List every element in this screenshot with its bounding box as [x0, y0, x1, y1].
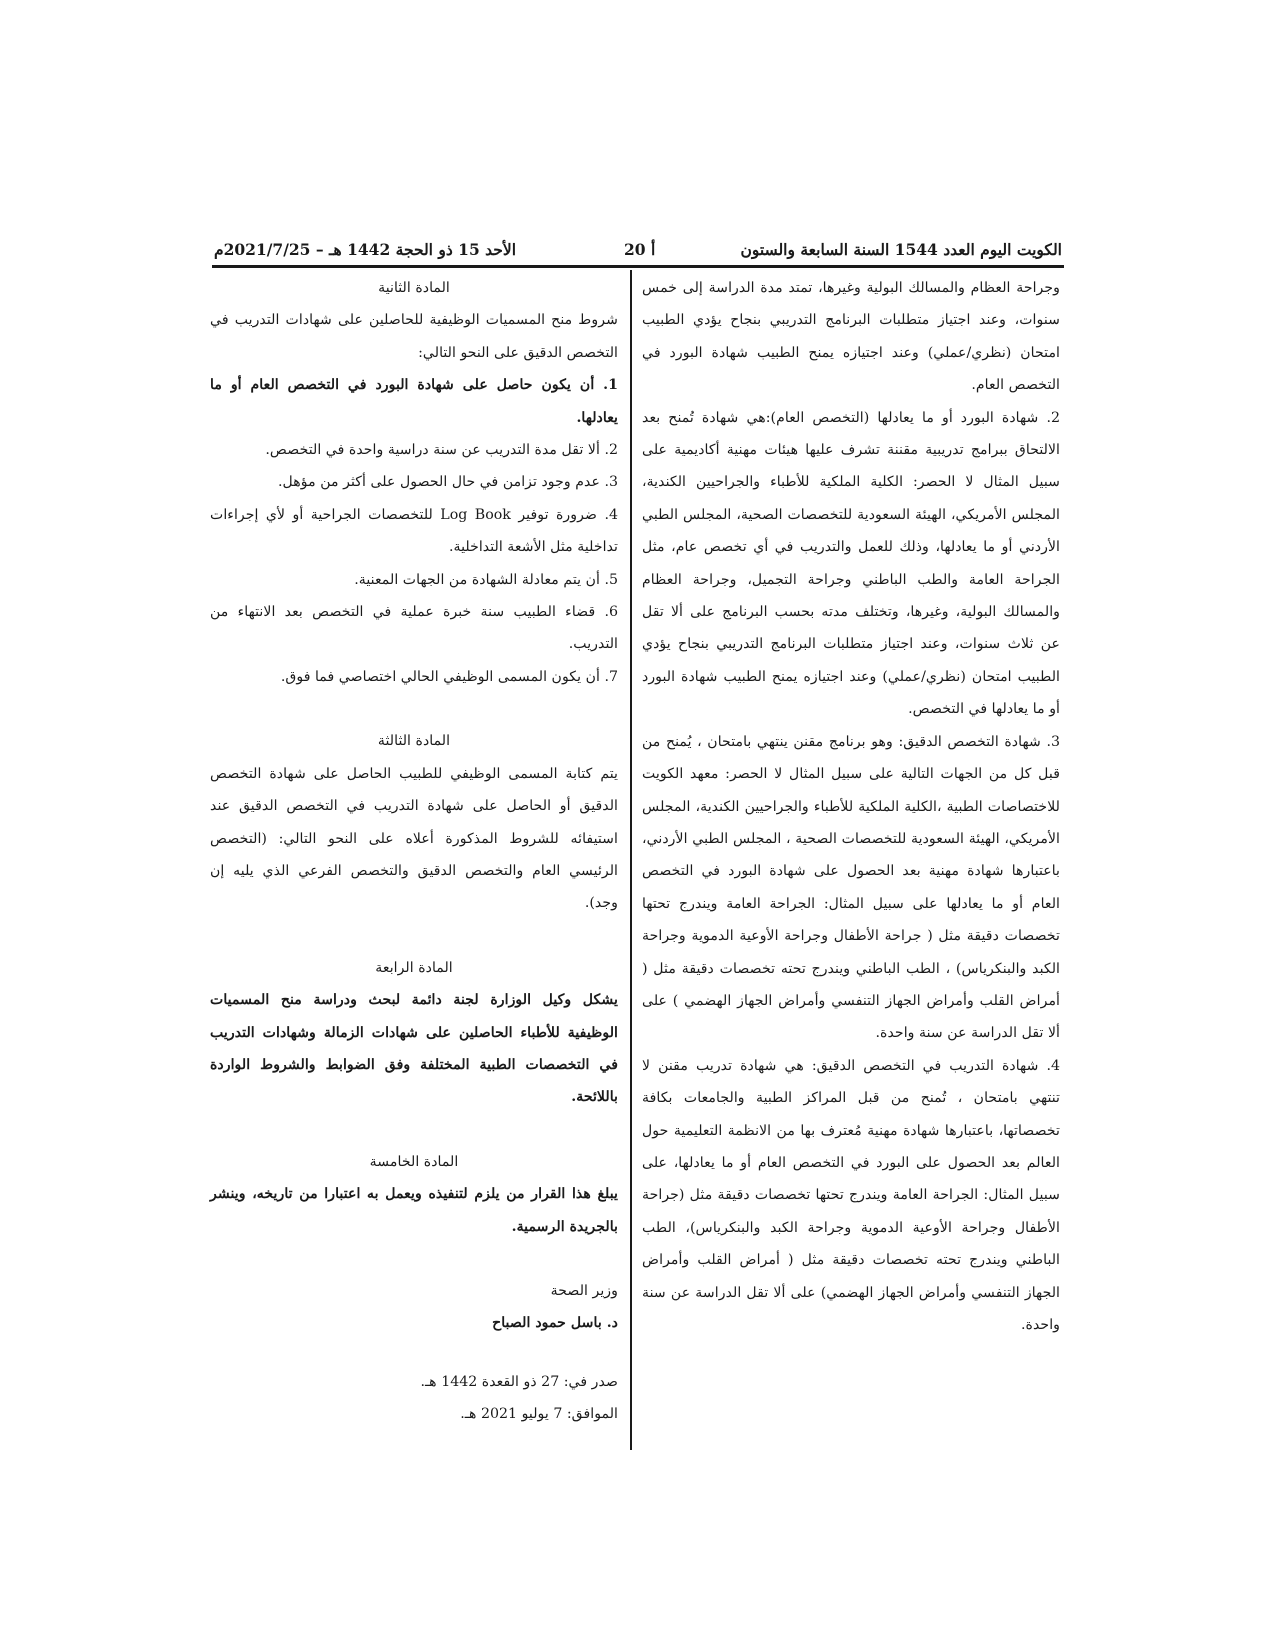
column-divider: [630, 270, 632, 1450]
corresponding-date: الموافق: 7 يوليو 2021 هـ.: [460, 1406, 618, 1423]
article-4-text: يشكل وكيل الوزارة لجنة دائمة لبحث ودراسة منح المسميات الوظيفية للأطباء الحاصلين على شهادات الزمالة وشهادات التدريب في التخصصات الطبية المختلفة وفق الضوابط والشروط الواردة باللائحة.: [210, 992, 618, 1106]
minister-title: وزير الصحة: [550, 1282, 618, 1299]
article-2-intro: شروط منح المسميات الوظيفية للحاصلين على شهادات التدريب في التخصص الدقيق على النحو التالي:: [210, 312, 618, 361]
article-3-title: المادة الثالثة: [377, 733, 451, 750]
paragraph-continuation: وجراحة العظام والمسالك البولية وغيرها، تمتد مدة الدراسة إلى خمس سنوات، وعند اجتياز متطلبات البرنامج التدريبي بنجاح يؤدي الطبيب امتحان (نظري/عملي) وعند اجتيازه يمنح الطبيب شهادة البورد في التخصص العام.: [642, 280, 1060, 394]
spacer: [210, 920, 618, 952]
condition-item-2: 2. ألا تقل مدة التدريب عن سنة دراسية واحدة في التخصص.: [265, 442, 618, 459]
article-5-title: المادة الخامسة: [369, 1153, 459, 1170]
gazette-issue: الكويت اليوم العدد 1544 السنة السابعة والستون: [740, 240, 1062, 259]
issued-date: صدر في: 27 ذو القعدة 1442 هـ.: [420, 1373, 618, 1390]
right-column: [642, 272, 1060, 1341]
left-column: [210, 272, 618, 1431]
spacer: [210, 1243, 618, 1275]
spacer: [210, 1340, 618, 1366]
definition-item-4: 4. شهادة التدريب في التخصص الدقيق: هي شهادة تدريب مقنن لا تنتهي بامتحان ، تُمنح من قبل المراكز الطبية والجامعات بكافة تخصصاتها، باعتبارها شهادة مهنية مُعترف بها من الانظمة التعليمية حول العالم بعد الحصول على البورد في التخصص العام أو ما يعادلها، على سبيل المثال: الجراحة العامة ويندرج تحتها تخصصات دقيقة مثل (جراحة الأطفال وجراحة الأوعية الدموية وجراحة الكبد والبنكرياس)، الطب الباطني ويندرج تحته تخصصات دقيقة مثل ( أمراض القلب وأمراض الجهاز التنفسي وأمراض الجهاز الهضمي) على ألا تقل الدراسة عن سنة واحدة.: [642, 1057, 1060, 1333]
condition-item-5: 5. أن يتم معادلة الشهادة من الجهات المعنية.: [354, 571, 618, 588]
article-5-text: يبلغ هذا القرار من يلزم لتنفيذه ويعمل به اعتبارا من تاريخه، وينشر بالجريدة الرسمية.: [210, 1186, 618, 1235]
page-number: أ 20: [624, 240, 656, 259]
minister-name: د. باسل حمود الصباح: [492, 1315, 618, 1332]
issue-date: الأحد 15 ذو الحجة 1442 هـ – 2021/7/25م: [214, 240, 517, 259]
article-4-title: المادة الرابعة: [375, 959, 453, 976]
article-2-title: المادة الثانية: [378, 280, 450, 296]
spacer: [210, 693, 618, 725]
article-3-text: يتم كتابة المسمى الوظيفي للطبيب الحاصل على شهادة التخصص الدقيق أو الحاصل على شهادة التدريب في التخصص الدقيق عند استيفائه للشروط المذكورة أعلاه على النحو التالي: (التخصص الرئيسي العام والتخصص الدقيق والتخصص الفرعي الذي يليه إن وجد).: [210, 765, 618, 912]
condition-item-6: 6. قضاء الطبيب سنة خبرة عملية في التخصص بعد الانتهاء من التدريب.: [210, 604, 618, 653]
condition-item-7: 7. أن يكون المسمى الوظيفي الحالي اختصاصي فما فوق.: [280, 668, 618, 685]
condition-item-4: 4. ضرورة توفير Log Book للتخصصات الجراحية أو لأي إجراءات تداخلية مثل الأشعة التداخلية.: [210, 506, 618, 556]
spacer: [210, 1114, 618, 1146]
header-rule: [212, 265, 1064, 268]
condition-item-1: 1. أن يكون حاصل على شهادة البورد في التخصص العام أو ما يعادلها.: [210, 377, 618, 426]
definition-item-2: 2. شهادة البورد أو ما يعادلها (التخصص العام):هي شهادة تُمنح بعد الالتحاق ببرامج تدريبية مقننة تشرف عليها هيئات مهنية أكاديمية على سبيل المثال لا الحصر: الكلية الملكية للأطباء والجراحيين الكندية، المجلس الأمريكي، الهيئة السعودية للتخصصات الصحية، المجلس الطبي الأردني أو ما يعادلها، وذلك للعمل والتدريب في أي تخصص عام، مثل الجراحة العامة والطب الباطني وجراحة التجميل، وجراحة العظام والمسالك البولية، وغيرها، وتختلف مدته بحسب البرنامج على ألا تقل عن ثلاث سنوات، وعند اجتياز متطلبات البرنامج التدريبي بنجاح يؤدي الطبيب امتحان (نظري/عملي) وعند اجتيازه يمنح الطبيب شهادة البورد أو ما يعادلها في التخصص.: [642, 409, 1060, 718]
condition-item-3: 3. عدم وجود تزامن في حال الحصول على أكثر من مؤهل.: [278, 474, 618, 491]
definition-item-3: 3. شهادة التخصص الدقيق: وهو برنامج مقنن ينتهي بامتحان ، يُمنح من قبل كل من الجهات التالية على سبيل المثال لا الحصر: معهد الكويت للاختصاصات الطبية ،الكلية الملكية للأطباء والجراحيين الكندية، المجلس الأمريكي، الهيئة السعودية للتخصصات الصحية ، المجلس الطبي الأردني، باعتبارها شهادة مهنية بعد الحصول على شهادة البورد في التخصص العام أو ما يعادلها على سبيل المثال: الجراحة العامة ويندرج تحتها تخصصات دقيقة مثل ( جراحة الأطفال وجراحة الأوعية الدموية وجراحة الكبد والبنكرياس) ، الطب الباطني ويندرج تحته تخصصات دقيقة مثل ( أمراض القلب وأمراض الجهاز التنفسي وأمراض الجهاز الهضمي ) على ألا تقل الدراسة عن سنة واحدة.: [642, 733, 1060, 1042]
